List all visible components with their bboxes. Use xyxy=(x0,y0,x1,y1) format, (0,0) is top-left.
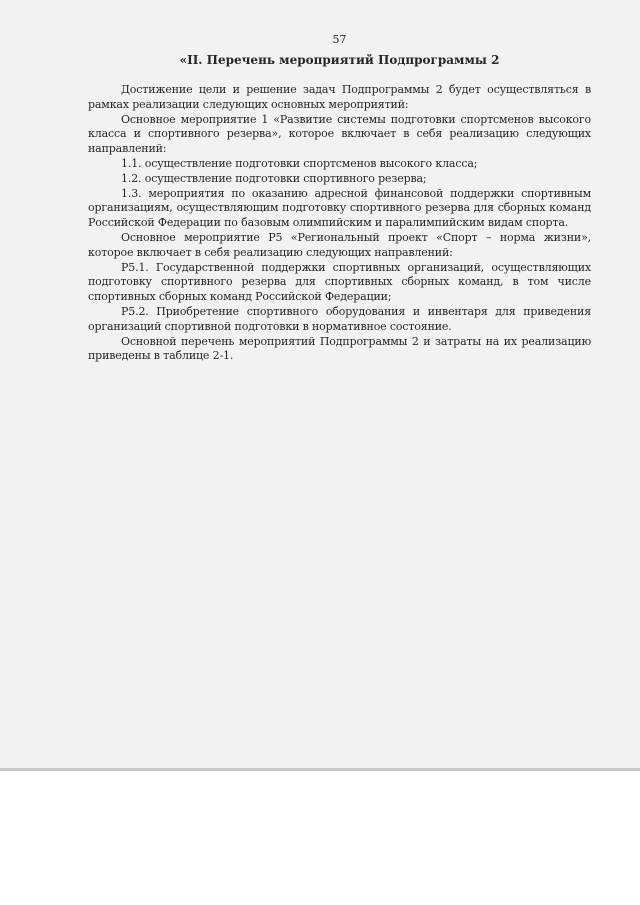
paragraph-intro: Достижение цели и решение задач Подпрограммы 2 будет осуществляться в рамках реализации следующих основных мероприятий: xyxy=(88,83,591,111)
paragraph-item-p5-2: Р5.2. Приобретение спортивного оборудования и инвентаря для приведения организаций спортивной подготовки в нормативное состояние. xyxy=(88,304,591,333)
scan-edge-divider xyxy=(0,768,640,771)
paragraph-main-activity-1: Основное мероприятие 1 «Развитие системы подготовки спортсменов высокого класса и спортивного резерва», которое включает в себя реализацию следующих направлений: xyxy=(88,112,591,156)
paragraph-item-1-1: 1.1. осуществление подготовки спортсменов высокого класса; xyxy=(121,156,478,170)
paragraph-item-p5-1: Р5.1. Государственной поддержки спортивных организаций, осуществляющих подготовку спортивного резерва для спортивных сборных команд, в том числе спортивных сборных команд Российской Федерации; xyxy=(88,260,591,304)
section-title: «II. Перечень мероприятий Подпрограммы 2 xyxy=(179,53,500,67)
page-number: 57 xyxy=(332,33,347,46)
paragraph-item-1-2: 1.2. осуществление подготовки спортивного резерва; xyxy=(121,171,427,185)
section-body xyxy=(88,83,591,364)
paragraph-item-1-3: 1.3. мероприятия по оказанию адресной финансовой поддержки спортивным организациям, осуществляющим подготовку спортивного резерва для сборных команд Российской Федерации по базовым олимпийским и паралимпийским видам спорта. xyxy=(88,186,591,230)
paragraph-conclusion: Основной перечень мероприятий Подпрограммы 2 и затраты на их реализацию приведены в таблице 2-1. xyxy=(88,334,591,363)
paragraph-main-activity-p5: Основное мероприятие Р5 «Региональный проект «Спорт – норма жизни», которое включает в себя реализацию следующих направлений: xyxy=(88,230,591,259)
